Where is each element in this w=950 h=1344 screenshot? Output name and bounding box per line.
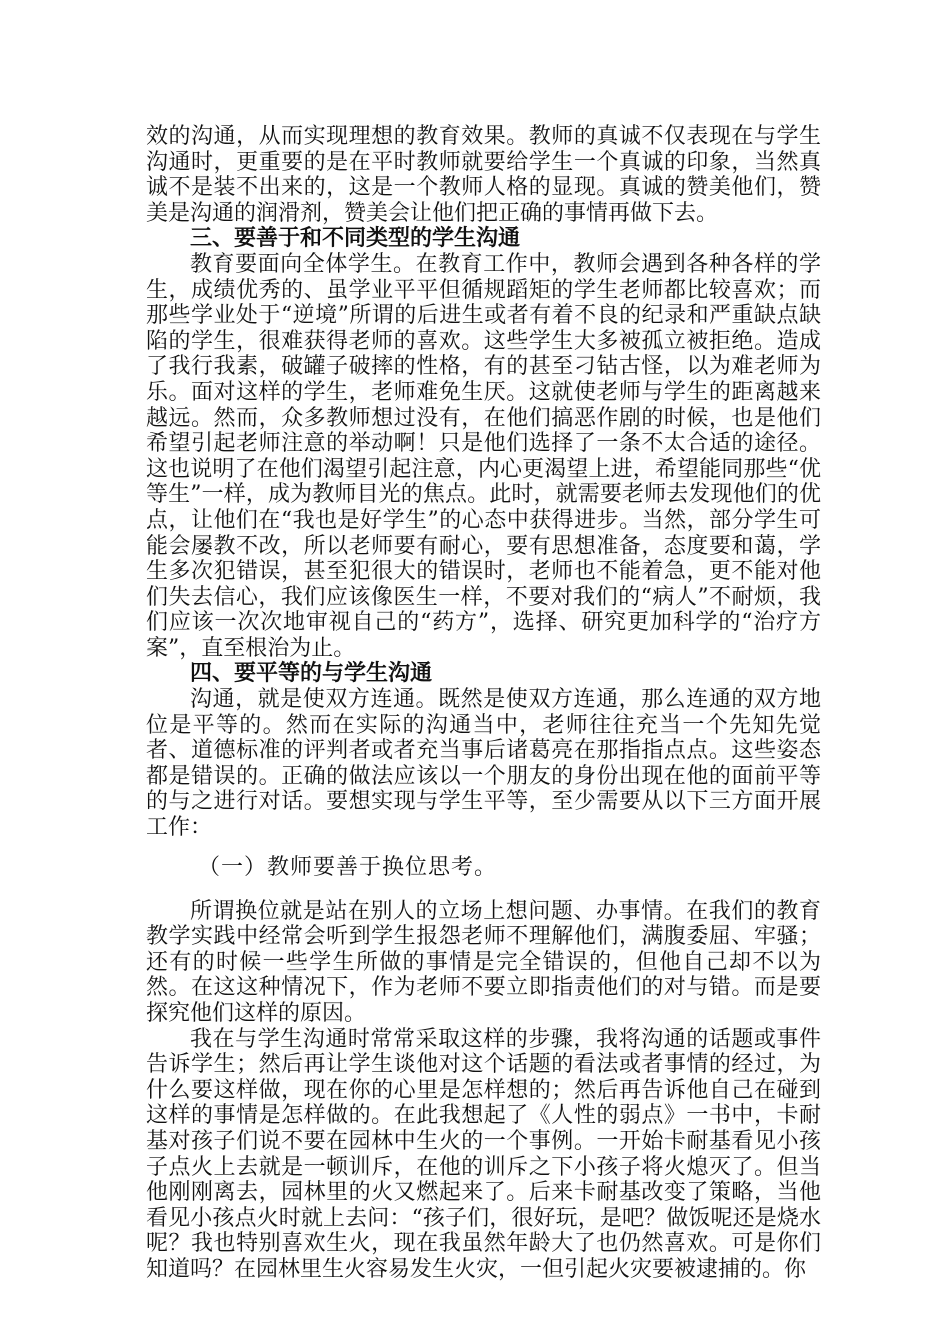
section-heading-3: 三、要善于和不同类型的学生沟通 bbox=[190, 225, 521, 252]
section-heading-4: 四、要平等的与学生沟通 bbox=[190, 660, 433, 687]
paragraph-perspective: 所谓换位就是站在别人的立场上想问题、办事情。在我们的教育教学实践中经常会听到学生报怨老师不理解他们，满腹委屈、牢骚；还有的时候一些学生所做的事情是完全错误的，但他自己却不以为然。在这这种情况下，作为老师不要立即指责他们的对与错。而是要探究他们这样的原因。 bbox=[146, 898, 821, 1026]
paragraph-intro: 效的沟通，从而实现理想的教育效果。教师的真诚不仅表现在与学生沟通时，更重要的是在平时教师就要给学生一个真诚的印象，当然真诚不是装不出来的，这是一个教师人格的显现。真诚的赞美他们，赞美是沟通的润滑剂，赞美会让他们把正确的事情再做下去。 bbox=[146, 124, 821, 226]
document-page bbox=[146, 124, 821, 1283]
subheading-1: （一）教师要善于换位思考。 bbox=[198, 854, 498, 880]
paragraph-example: 我在与学生沟通时常常采取这样的步骤，我将沟通的话题或事件告诉学生；然后再让学生谈他对这个话题的看法或者事情的经过，为什么要这样做，现在你的心里是怎样想的；然后再告诉他自己在碰到这样的事情是怎样做的。在此我想起了《人性的弱点》一书中，卡耐基对孩子们说不要在园林中生火的一个事例。一开始卡耐基看见小孩子点火上去就是一顿训斥，在他的训斥之下小孩子将火熄灭了。但当他刚刚离去，园林里的火又燃起来了。后来卡耐基改变了策略，当他看见小孩点火时就上去问：“孩子们，很好玩，是吧？做饭呢还是烧水呢？我也特别喜欢生火，现在我虽然年龄大了也仍然喜欢。可是你们知道吗？在园林里生火容易发生火灾，一但引起火灾要被逮捕的。你 bbox=[146, 1026, 821, 1282]
paragraph-section-3: 教育要面向全体学生。在教育工作中，教师会遇到各种各样的学生，成绩优秀的、虽学业平平但循规蹈矩的学生老师都比较喜欢；而那些学业处于“逆境”所谓的后进生或者有着不良的纪录和严重缺点缺陷的学生，很难获得老师的喜欢。这些学生大多被孤立被拒绝。造成了我行我素，破罐子破摔的性格，有的甚至刁钻古怪，以为难老师为乐。面对这样的学生，老师难免生厌。这就使老师与学生的距离越来越远。然而，众多教师想过没有，在他们搞恶作剧的时候，也是他们希望引起老师注意的举动啊！只是他们选择了一条不太合适的途径。这也说明了在他们渴望引起注意，内心更渴望上进，希望能同那些“优等生”一样，成为教师目光的焦点。此时，就需要老师去发现他们的优点，让他们在“我也是好学生”的心态中获得进步。当然，部分学生可能会屡教不改，所以老师要有耐心，要有思想准备，态度要和蔼，学生多次犯错误，甚至犯很大的错误时，老师也不能着急，更不能对他们失去信心，我们应该像医生一样，不要对我们的“病人”不耐烦，我们应该一次次地审视自己的“药方”，选择、研究更加科学的“治疗方案”，直至根治为止。 bbox=[146, 251, 821, 661]
paragraph-section-4: 沟通，就是使双方连通。既然是使双方连通，那么连通的双方地位是平等的。然而在实际的沟通当中，老师往往充当一个先知先觉者、道德标准的评判者或者充当事后诸葛亮在那指指点点。这些姿态都是错误的。正确的做法应该以一个朋友的身份出现在他的面前平等的与之进行对话。要想实现与学生平等，至少需要从以下三方面开展工作： bbox=[146, 687, 821, 841]
